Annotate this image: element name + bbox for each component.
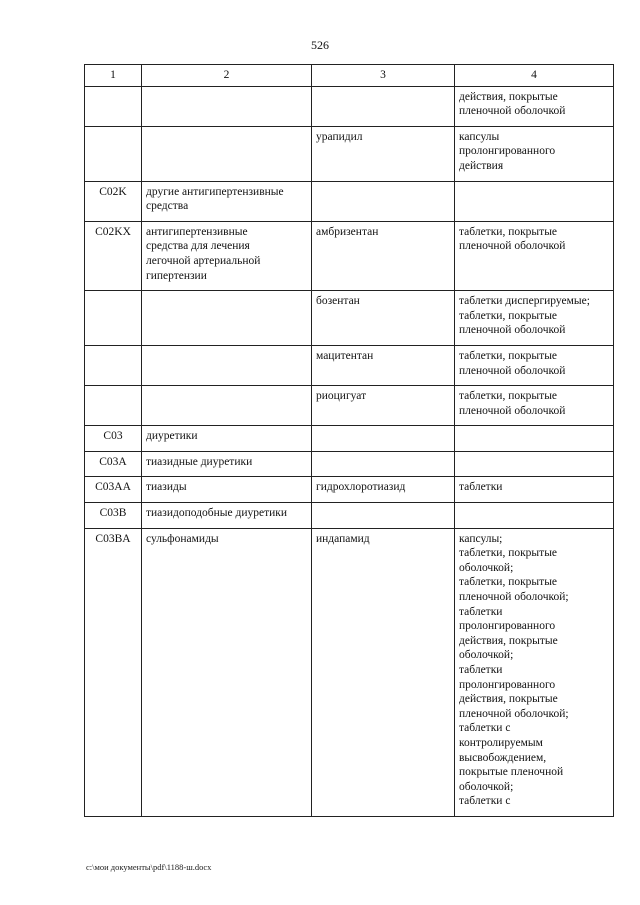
cell-text-line: действия [459,159,504,172]
cell-text-line: средства для лечения [146,240,250,253]
cell-text-line: пролонгированного [459,620,556,633]
table-row [85,221,614,290]
cell-text-line: другие антигипертензивные [146,185,284,198]
cell-text-line: индапамид [316,532,370,545]
cell-text-line: тиазидные диуретики [146,455,253,468]
cell-text-line: таблетки, покрытые [459,576,558,589]
atc-code-cell: C03B [85,503,142,529]
column-header-3: 3 [312,65,455,87]
drug-name-cell [312,126,455,181]
atc-code-cell: C02KX [85,221,142,290]
cell-text-line: сульфонамиды [146,532,219,545]
drug-name-cell [312,426,455,452]
drug-name-cell [312,291,455,346]
cell-text-line: пленочной оболочкой [459,240,566,253]
table-row [85,503,614,529]
anatomical-group-cell [142,386,312,426]
cell-text-line: мацитентан [316,349,374,362]
cell-text-line: действия, покрытые [459,634,558,647]
atc-code-cell: C03BA [85,528,142,816]
dosage-form-cell [455,181,614,221]
cell-text-line: таблетки, покрытые [459,390,558,403]
cell-text-line: антигипертензивные [146,225,248,238]
cell-text-line: гипертензии [146,269,207,282]
table-row [85,86,614,126]
cell-text-line: таблетки, покрытые [459,225,558,238]
drug-name-cell [312,181,455,221]
cell-text-line: действия, покрытые [459,693,558,706]
cell-text-line: таблетки, покрытые [459,349,558,362]
drug-name-cell [312,477,455,503]
cell-text-line: пленочной оболочкой; [459,591,569,604]
page-number: 526 [311,38,329,52]
dosage-form-cell [455,386,614,426]
atc-code-cell: C03 [85,426,142,452]
drug-name-cell [312,503,455,529]
drug-table [84,64,614,817]
cell-text-line: капсулы [459,130,500,143]
anatomical-group-cell [142,426,312,452]
anatomical-group-cell [142,503,312,529]
table-row [85,477,614,503]
cell-text-line: урапидил [316,130,363,143]
cell-text-line: оболочкой; [459,649,514,662]
cell-text-line: средства [146,200,189,213]
cell-text-line: высвобождением, [459,751,547,764]
cell-text-line: бозентан [316,295,360,308]
anatomical-group-cell [142,181,312,221]
atc-code-cell: C03AA [85,477,142,503]
anatomical-group-cell [142,291,312,346]
table-row [85,386,614,426]
column-header-4: 4 [455,65,614,87]
atc-code-cell: C02K [85,181,142,221]
anatomical-group-cell [142,528,312,816]
header-row [85,65,614,87]
table-body [85,86,614,816]
drug-name-cell [312,528,455,816]
anatomical-group-cell [142,451,312,477]
cell-text-line: капсулы; [459,532,503,545]
dosage-form-cell [455,86,614,126]
dosage-form-cell [455,528,614,816]
cell-text-line: тиазидоподобные диуретики [146,507,287,520]
anatomical-group-cell [142,126,312,181]
cell-text-line: таблетки, покрытые [459,309,558,322]
cell-text-line: пленочной оболочкой [459,404,566,417]
drug-name-cell [312,386,455,426]
dosage-form-cell [455,291,614,346]
cell-text-line: таблетки диспергируемые; [459,295,590,308]
atc-code-cell [85,386,142,426]
anatomical-group-cell [142,477,312,503]
table-row [85,126,614,181]
atc-code-cell: C03A [85,451,142,477]
cell-text-line: риоцигуат [316,390,367,403]
cell-text-line: таблетки с [459,722,511,735]
table-row [85,345,614,385]
drug-name-cell [312,221,455,290]
table-row [85,181,614,221]
cell-text-line: пленочной оболочкой [459,364,566,377]
cell-text-line: гидрохлоротиазид [316,481,406,494]
cell-text-line: пролонгированного [459,145,556,158]
table-row [85,426,614,452]
dosage-form-cell [455,451,614,477]
atc-code-cell [85,86,142,126]
column-header-1: 1 [85,65,142,87]
footer-file-path: c:\мои документы\pdf\1188-ш.docx [86,862,212,872]
cell-text-line: таблетки [459,481,503,494]
table-row [85,528,614,816]
column-header-2: 2 [142,65,312,87]
cell-text-line: оболочкой; [459,780,514,793]
dosage-form-cell [455,345,614,385]
cell-text-line: покрытые пленочной [459,766,564,779]
cell-text-line: пролонгированного [459,678,556,691]
cell-text-line: таблетки [459,605,503,618]
cell-text-line: действия, покрытые [459,90,558,103]
table-row [85,451,614,477]
dosage-form-cell [455,477,614,503]
cell-text-line: амбризентан [316,225,379,238]
anatomical-group-cell [142,86,312,126]
cell-text-line: тиазиды [146,481,187,494]
cell-text-line: пленочной оболочкой [459,324,566,337]
dosage-form-cell [455,426,614,452]
atc-code-cell [85,345,142,385]
cell-text-line: таблетки, покрытые [459,547,558,560]
atc-code-cell [85,291,142,346]
cell-text-line: пленочной оболочкой [459,105,566,118]
dosage-form-cell [455,221,614,290]
cell-text-line: оболочкой; [459,561,514,574]
dosage-form-cell [455,503,614,529]
dosage-form-cell [455,126,614,181]
anatomical-group-cell [142,345,312,385]
drug-name-cell [312,345,455,385]
drug-name-cell [312,86,455,126]
anatomical-group-cell [142,221,312,290]
cell-text-line: таблетки с [459,795,511,808]
cell-text-line: диуретики [146,430,198,443]
table-row [85,291,614,346]
cell-text-line: таблетки [459,664,503,676]
cell-text-line: пленочной оболочкой; [459,707,569,720]
atc-code-cell [85,126,142,181]
cell-text-line: легочной артериальной [146,254,261,267]
cell-text-line: контролируемым [459,736,543,749]
drug-name-cell [312,451,455,477]
